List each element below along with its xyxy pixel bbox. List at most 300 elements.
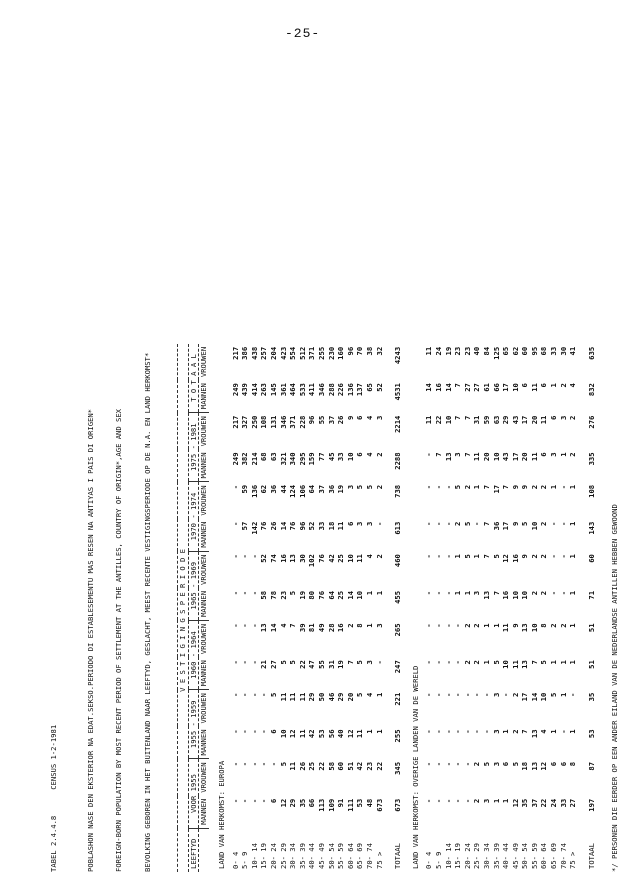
cell: 11 xyxy=(336,521,346,531)
table-row xyxy=(269,344,279,872)
cell: 3 xyxy=(355,521,365,526)
cell: - xyxy=(443,761,453,767)
cell: 10 xyxy=(539,692,549,702)
cell: 1 xyxy=(462,590,472,596)
period-header: 1975 - 1981 xyxy=(188,413,199,482)
page-number: -25- xyxy=(285,26,321,41)
cell: 1 xyxy=(568,729,578,734)
cell: 9 xyxy=(510,623,520,628)
table-id-line xyxy=(49,22,59,872)
age-label: 0- 4 xyxy=(230,851,240,869)
cell: - xyxy=(259,798,269,804)
cell: 33 xyxy=(549,346,559,356)
cell: 2 xyxy=(374,554,384,559)
cell: 50 xyxy=(317,692,327,702)
cell: 11 xyxy=(424,346,434,356)
cell: - xyxy=(230,590,240,596)
table-row xyxy=(346,344,356,872)
total-cell: 673 xyxy=(393,798,403,812)
cell: 47 xyxy=(307,660,317,669)
total-cell: 197 xyxy=(586,798,596,812)
cell: 255 xyxy=(317,346,327,360)
cell: - xyxy=(558,729,568,734)
cell: - xyxy=(453,729,463,734)
age-label: 45- 49 xyxy=(510,843,520,869)
cell: 7 xyxy=(462,415,472,420)
total-label: TOTAAL xyxy=(586,843,596,869)
cell: 3 xyxy=(374,415,384,420)
cell: - xyxy=(249,761,259,767)
cell: 5 xyxy=(520,521,530,526)
cell: 43 xyxy=(510,415,520,425)
cell: 228 xyxy=(297,415,307,429)
cell: 5 xyxy=(462,521,472,526)
cell: 66 xyxy=(491,383,501,392)
cell: 5 xyxy=(481,761,491,767)
table-row xyxy=(250,344,260,872)
cell: 11 xyxy=(355,729,365,739)
cell: 35 xyxy=(297,798,307,808)
cell: 1 xyxy=(472,484,482,490)
cell: - xyxy=(481,729,491,734)
cell: - xyxy=(433,554,443,559)
cell: 249 xyxy=(230,452,240,466)
cell: 7 xyxy=(462,452,472,457)
cell: 1 xyxy=(481,660,491,665)
table-row xyxy=(443,344,453,872)
cell: - xyxy=(453,798,463,804)
total-cell: 221 xyxy=(393,692,403,706)
cell: 6 xyxy=(269,729,279,734)
cell: 20 xyxy=(520,452,530,462)
cell: 3 xyxy=(472,590,482,596)
cell: 13 xyxy=(529,761,539,771)
cell: 10 xyxy=(501,660,511,669)
table-row xyxy=(365,344,375,872)
cell: 371 xyxy=(288,415,298,429)
cell: - xyxy=(433,590,443,596)
cell: 17 xyxy=(510,452,520,462)
age-header xyxy=(178,828,189,872)
cell: 56 xyxy=(326,729,336,739)
cell: 37 xyxy=(326,415,336,425)
cell: 106 xyxy=(297,484,307,498)
cell: 30 xyxy=(297,554,307,563)
cell: 1 xyxy=(568,484,578,490)
cell: 52 xyxy=(259,554,269,563)
cell: 5 xyxy=(278,761,288,767)
total-cell: 87 xyxy=(586,761,596,771)
table-row xyxy=(374,344,384,872)
cell: 4 xyxy=(568,383,578,388)
cell: 13 xyxy=(520,623,530,633)
total-cell: 143 xyxy=(586,521,596,535)
cell: 1 xyxy=(453,590,463,596)
total-cell: 832 xyxy=(586,383,596,397)
cell: 346 xyxy=(278,415,288,429)
cell: 68 xyxy=(259,452,269,462)
cell: 33 xyxy=(558,798,568,808)
cell: - xyxy=(424,590,434,596)
total-cell: 635 xyxy=(586,346,596,360)
cell: 5 xyxy=(269,692,279,697)
cell: - xyxy=(472,521,482,526)
table-row xyxy=(307,344,317,872)
cell: 512 xyxy=(297,346,307,360)
cell: 11 xyxy=(539,415,549,425)
period-header: 1960 - 1964 xyxy=(188,620,199,689)
period-header: 1970 - 1974 xyxy=(188,482,199,551)
cell: 2 xyxy=(510,692,520,697)
cell: 14 xyxy=(529,692,539,702)
cell: 2 xyxy=(529,484,539,490)
cell: 63 xyxy=(269,452,279,462)
cell: 27 xyxy=(472,383,482,392)
cell: 10 xyxy=(345,452,355,462)
cell: - xyxy=(424,452,434,457)
cell: - xyxy=(433,692,443,697)
cell: 51 xyxy=(345,761,355,771)
age-label: 15- 19 xyxy=(453,843,463,869)
cell: 3 xyxy=(453,452,463,457)
cell: 32 xyxy=(374,346,384,356)
cell: 16 xyxy=(433,383,443,392)
footnote: */ PERSONEN DIE EERDER OP EEN ANDER EILAND VAN DE NEDERLANDSE ANTILLEN HEBBEN GEWOOND xyxy=(610,504,620,872)
table-row xyxy=(510,344,520,872)
total-cell: 335 xyxy=(586,452,596,466)
table-row xyxy=(434,344,444,872)
cell: - xyxy=(269,761,279,767)
cell: 7 xyxy=(453,383,463,388)
age-label: 25- 29 xyxy=(278,843,288,869)
cell: 3 xyxy=(481,798,491,804)
cell: 7 xyxy=(501,484,511,490)
cell: 20 xyxy=(481,452,491,462)
cell: 6 xyxy=(520,383,530,388)
cell: - xyxy=(443,484,453,490)
cell: 10 xyxy=(529,623,539,633)
cell: 84 xyxy=(481,346,491,356)
cell: 21 xyxy=(259,660,269,669)
cell: - xyxy=(443,798,453,804)
table-row xyxy=(491,344,501,872)
cell: 13 xyxy=(259,623,269,633)
sex-header-row xyxy=(199,344,209,872)
cell: 31 xyxy=(472,415,482,425)
sex-header: MANNEN xyxy=(199,726,209,758)
cell: - xyxy=(249,660,259,665)
cell: 16 xyxy=(336,623,346,633)
cell: 11 xyxy=(529,383,539,392)
cell: 2 xyxy=(453,521,463,526)
cell: - xyxy=(443,521,453,526)
total-cell: 265 xyxy=(393,623,403,637)
cell: 321 xyxy=(278,452,288,466)
cell: 27 xyxy=(568,798,578,808)
cell: 1 xyxy=(364,590,374,596)
cell: 5 xyxy=(288,660,298,665)
cell: 4 xyxy=(278,623,288,628)
cell: 12 xyxy=(278,798,288,808)
cell: 2 xyxy=(568,452,578,457)
period-header: 1955 - 1959 xyxy=(188,690,199,759)
cell: 111 xyxy=(345,798,355,812)
cell: 9 xyxy=(510,521,520,526)
cell: 8 xyxy=(355,623,365,628)
period-header: VOOR 1955 xyxy=(188,759,199,828)
cell: 44 xyxy=(278,484,288,494)
cell: 40 xyxy=(472,346,482,356)
cell: - xyxy=(230,761,240,767)
cell: 109 xyxy=(326,798,336,812)
cell: 6 xyxy=(355,452,365,457)
title-papiamentu: POBLASHON NASE DEN EKSTERIOR NA EDAT.SEKSO.PERIODO DI ESTABLESEMENTU MAS RESEN NA ANTIYAS I PAIS DI ORIGEN* xyxy=(85,408,95,872)
cell: 226 xyxy=(336,383,346,397)
cell: 6 xyxy=(549,761,559,767)
cell: - xyxy=(433,798,443,804)
title-english: FOREIGN-BORN POPULATION BY MOST RECENT PERIOD OF SETTLEMENT AT THE ANTILLES, COUNTRY OF ORIGIN*,AGE AND SEX xyxy=(114,408,123,872)
cell: 1 xyxy=(558,660,568,665)
cell: - xyxy=(374,660,384,665)
cell: 2 xyxy=(472,761,482,767)
cell: - xyxy=(481,692,491,697)
period-header: 1965 - 1969 xyxy=(188,551,199,620)
cell: 5 xyxy=(462,554,472,559)
cell: - xyxy=(501,692,511,697)
age-label: 75 > xyxy=(374,851,384,869)
cell: 7 xyxy=(288,623,298,628)
cell: 2 xyxy=(472,623,482,628)
cell: 1 xyxy=(453,554,463,559)
age-label: 40- 44 xyxy=(307,843,317,869)
cell: 29 xyxy=(307,692,317,702)
cell: 1 xyxy=(549,484,559,490)
cell: 214 xyxy=(249,452,259,466)
cell: 10 xyxy=(491,452,501,462)
age-label: 45- 49 xyxy=(317,843,327,869)
table-row xyxy=(259,344,269,872)
blank xyxy=(199,828,209,872)
age-label: 65- 69 xyxy=(549,843,559,869)
cell: 8 xyxy=(539,623,549,628)
cell: 1 xyxy=(568,590,578,596)
cell: - xyxy=(568,692,578,697)
cell: 217 xyxy=(230,346,240,360)
cell: 2 xyxy=(558,383,568,388)
cell: 1 xyxy=(568,554,578,559)
cell: 31 xyxy=(326,660,336,669)
cell: 136 xyxy=(249,484,259,498)
cell: - xyxy=(249,798,259,804)
cell: 9 xyxy=(520,484,530,490)
age-label: 50- 54 xyxy=(326,843,336,869)
cell: 249 xyxy=(230,383,240,397)
total-cell: 51 xyxy=(586,660,596,669)
cell: - xyxy=(443,590,453,596)
cell: 23 xyxy=(462,346,472,356)
cell: 2 xyxy=(539,521,549,526)
age-label: 55- 59 xyxy=(336,843,346,869)
sex-header: VROUWEN xyxy=(199,416,209,447)
cell: - xyxy=(230,692,240,697)
cell: 7 xyxy=(481,554,491,559)
cell: 66 xyxy=(307,798,317,808)
cell: 3 xyxy=(558,415,568,420)
cell: 10 xyxy=(278,729,288,739)
table-row xyxy=(453,344,463,872)
age-label: 55- 59 xyxy=(529,843,539,869)
cell: 26 xyxy=(297,761,307,771)
cell: 6 xyxy=(501,761,511,767)
cell: 6 xyxy=(345,521,355,526)
cell: 5 xyxy=(453,484,463,490)
cell: 5 xyxy=(355,692,365,697)
cell: 11 xyxy=(501,623,511,633)
cell: 11 xyxy=(288,761,298,771)
cell: 10 xyxy=(520,590,530,600)
cell: 4 xyxy=(364,692,374,697)
cell: 3 xyxy=(374,623,384,628)
cell: 81 xyxy=(307,623,317,633)
cell: 27 xyxy=(462,383,472,392)
cell: 439 xyxy=(240,383,250,397)
cell: 7 xyxy=(481,521,491,526)
cell: - xyxy=(433,729,443,734)
cell: 16 xyxy=(278,554,288,563)
table-row xyxy=(240,344,250,872)
cell: - xyxy=(424,521,434,526)
cell: 60 xyxy=(520,346,530,356)
cell: 3 xyxy=(491,692,501,697)
cell: 68 xyxy=(539,346,549,356)
cell: 5 xyxy=(510,761,520,767)
cell: - xyxy=(549,521,559,526)
cell: 2 xyxy=(374,484,384,490)
cell: 38 xyxy=(364,346,374,356)
cell: - xyxy=(240,590,250,596)
cell: 22 xyxy=(539,798,549,808)
cell: 74 xyxy=(269,554,279,563)
cell: 423 xyxy=(278,346,288,360)
age-label: 20- 24 xyxy=(462,843,472,869)
cell: - xyxy=(443,554,453,559)
cell: - xyxy=(240,729,250,734)
sex-header: MANNEN xyxy=(199,380,209,412)
table-row xyxy=(520,344,530,872)
age-label: 25- 29 xyxy=(472,843,482,869)
table-row xyxy=(326,344,336,872)
cell: 124 xyxy=(288,484,298,498)
cell: 20 xyxy=(345,692,355,702)
cell: 49 xyxy=(317,623,327,633)
cell: 11 xyxy=(288,692,298,702)
cell: - xyxy=(230,660,240,665)
cell: 2 xyxy=(462,660,472,665)
cell: 2 xyxy=(539,554,549,559)
cell: 12 xyxy=(288,729,298,739)
cell: - xyxy=(433,623,443,628)
cell: 1 xyxy=(568,521,578,526)
cell: 28 xyxy=(326,623,336,633)
cell: 4 xyxy=(364,452,374,457)
cell: 24 xyxy=(549,798,559,808)
cell: 39 xyxy=(297,623,307,633)
cell: - xyxy=(424,729,434,734)
cell: 113 xyxy=(317,798,327,812)
total-cell: 460 xyxy=(393,554,403,568)
cell: 10 xyxy=(510,590,520,600)
cell: 5 xyxy=(364,484,374,490)
cell: 42 xyxy=(355,761,365,771)
cell: 10 xyxy=(529,521,539,531)
total-cell: 35 xyxy=(586,692,596,702)
cell: 59 xyxy=(481,415,491,425)
cell: - xyxy=(259,761,269,767)
cell: - xyxy=(230,729,240,734)
age-label: 70- 74 xyxy=(558,843,568,869)
cell: 1 xyxy=(491,623,501,628)
total-cell: 276 xyxy=(586,415,596,429)
cell: 5 xyxy=(539,660,549,665)
section-title: LAND VAN HERKOMST: EUROPA xyxy=(217,760,227,869)
table-row xyxy=(336,344,346,872)
cell: 17 xyxy=(501,521,511,531)
cell: 96 xyxy=(307,415,317,425)
cell: 96 xyxy=(297,521,307,531)
cell: 11 xyxy=(355,554,365,563)
cell: 204 xyxy=(269,346,279,360)
cell: 13 xyxy=(520,660,530,669)
cell: 145 xyxy=(269,383,279,397)
total-cell: 60 xyxy=(586,554,596,563)
cell: 5 xyxy=(355,660,365,665)
cell: 6 xyxy=(269,798,279,804)
sex-header: VROUWEN xyxy=(199,485,209,516)
cell: 673 xyxy=(374,798,384,812)
age-label: 35- 39 xyxy=(297,843,307,869)
cell: 17 xyxy=(501,383,511,392)
title-dutch: BEVOLKING GEBOREN IN HET BUITENLAND NAAR LEEFTYD, GESLACHT, MEEST RECENTE VESTIGINGSPERIODE OP DE N.A. EN LAND HERKOMST* xyxy=(142,352,152,872)
cell: 288 xyxy=(326,383,336,397)
total-cell: 255 xyxy=(393,729,403,743)
cell: 6 xyxy=(558,761,568,767)
age-label: 5- 9 xyxy=(240,851,250,869)
sex-header: MANNEN xyxy=(199,657,209,689)
table-row xyxy=(549,344,559,872)
cell: 11 xyxy=(529,452,539,462)
cell: 70 xyxy=(355,346,365,356)
cell: 9 xyxy=(345,415,355,420)
period-group-header: V E S T I G I N G S P E R I O D E xyxy=(178,549,188,692)
cell: 95 xyxy=(529,346,539,356)
total-cell: 4243 xyxy=(393,346,403,365)
cell: 136 xyxy=(345,383,355,397)
cell: 80 xyxy=(307,590,317,600)
cell: 42 xyxy=(307,729,317,739)
cell: 19 xyxy=(336,660,346,669)
cell: 2 xyxy=(345,623,355,628)
census-date: CENSUS 1-2-1981 xyxy=(49,724,58,790)
cell: 2 xyxy=(539,484,549,490)
cell: 36 xyxy=(491,521,501,531)
cell: 25 xyxy=(336,554,346,563)
cell: 2 xyxy=(539,590,549,596)
cell: - xyxy=(424,692,434,697)
cell: 7 xyxy=(453,415,463,420)
cell: 13 xyxy=(288,554,298,563)
cell: 24 xyxy=(433,346,443,356)
cell: 26 xyxy=(269,521,279,531)
